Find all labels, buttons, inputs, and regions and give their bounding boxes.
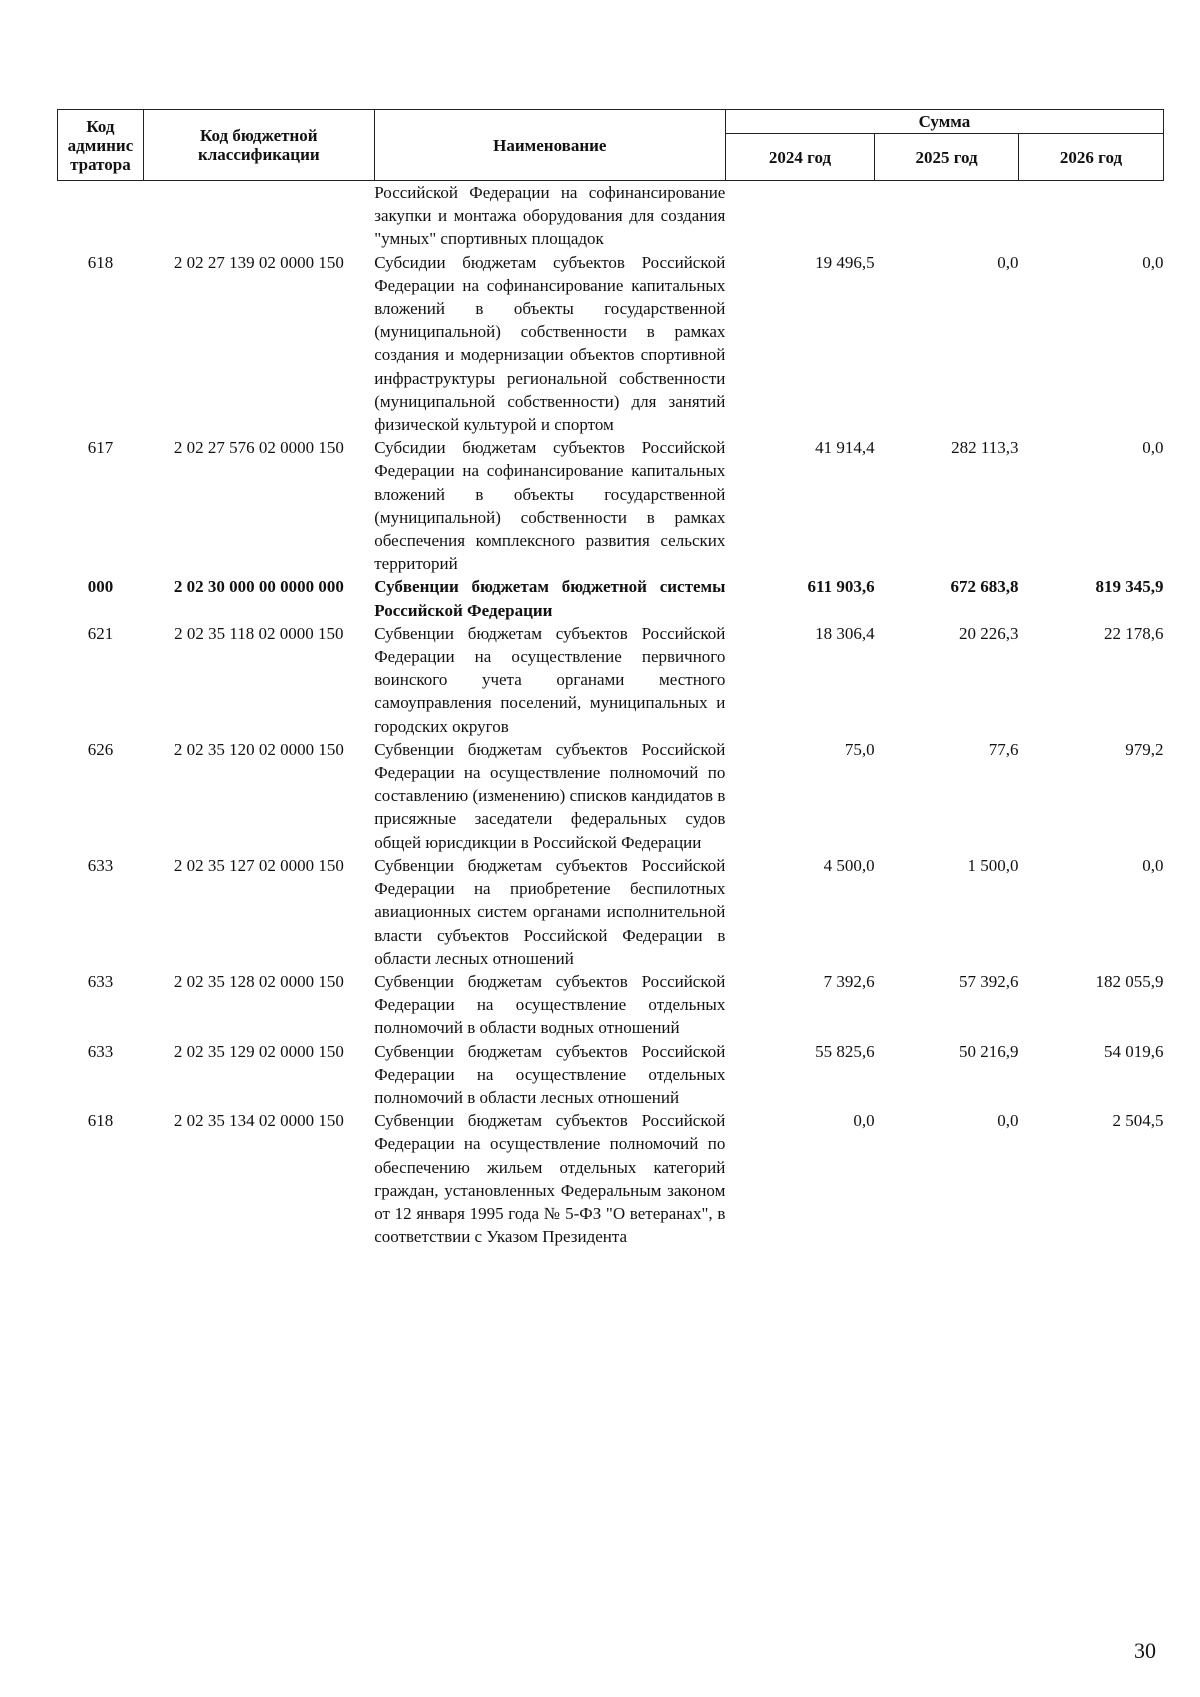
cell-name: Субвенции бюджетам субъектов Российской Федерации на осуществление полномочий по обеспечению жильем отдельных категорий граждан, установленных Федеральным законом от 12 января 1995 года № 5-ФЗ "О ветеранах", в соответствии с Указом Президента bbox=[374, 1111, 726, 1247]
cell-sum-2024: 75,0 bbox=[844, 739, 875, 759]
header-year-2026: 2026 год bbox=[1018, 134, 1163, 181]
cell-budget-code: 2 02 35 120 02 0000 150 bbox=[173, 739, 344, 759]
cell-sum-2026: 0,0 bbox=[1142, 438, 1164, 458]
cell-budget-code: 2 02 30 000 00 0000 000 bbox=[173, 577, 344, 597]
cell-admin-code: 633 bbox=[87, 971, 114, 991]
table-row bbox=[58, 181, 1164, 251]
table-row bbox=[58, 436, 1164, 575]
cell-budget-code: 2 02 35 118 02 0000 150 bbox=[174, 623, 344, 643]
cell-sum-2026: 2 504,5 bbox=[1112, 1111, 1164, 1131]
cell-admin-code: 633 bbox=[87, 1041, 114, 1061]
cell-sum-2024: 19 496,5 bbox=[815, 252, 875, 272]
cell-sum-2025: 0,0 bbox=[997, 252, 1019, 272]
table-row bbox=[58, 1109, 1164, 1248]
cell-sum-2024 bbox=[725, 181, 874, 251]
cell-budget-code: 2 02 35 134 02 0000 150 bbox=[173, 1111, 344, 1131]
cell-sum-2025: 50 216,9 bbox=[958, 1041, 1019, 1061]
cell-sum-2025: 672 683,8 bbox=[950, 577, 1019, 597]
cell-sum-2025 bbox=[875, 181, 1019, 251]
cell-sum-2026: 0,0 bbox=[1142, 252, 1164, 272]
cell-sum-2025: 1 500,0 bbox=[967, 855, 1019, 875]
header-budget-line-1: Код бюджетной bbox=[200, 126, 318, 145]
cell-sum-2026 bbox=[1018, 181, 1163, 251]
cell-name: Субвенции бюджетам субъектов Российской Федерации на осуществление отдельных полномочий в области водных отношений bbox=[374, 971, 726, 1038]
cell-name: Российской Федерации на софинансирование закупки и монтажа оборудования для создания "умных" спортивных площадок bbox=[374, 183, 726, 249]
table-row bbox=[58, 854, 1164, 970]
cell-admin-code: 621 bbox=[87, 623, 114, 643]
table-body bbox=[58, 181, 1164, 1249]
table-row bbox=[58, 970, 1164, 1040]
cell-admin-code: 626 bbox=[87, 739, 114, 759]
cell-sum-2026: 54 019,6 bbox=[1104, 1041, 1164, 1061]
cell-budget-code: 2 02 35 129 02 0000 150 bbox=[173, 1041, 344, 1061]
cell-sum-2026: 819 345,9 bbox=[1095, 577, 1164, 597]
cell-sum-2024: 41 914,4 bbox=[815, 438, 875, 458]
page-number: 30 bbox=[1134, 1638, 1156, 1663]
cell-budget-code: 2 02 35 128 02 0000 150 bbox=[173, 971, 344, 991]
cell-admin-code: 618 bbox=[87, 1111, 114, 1131]
cell-sum-2024: 7 392,6 bbox=[823, 971, 875, 991]
header-budget-line-2: классификации bbox=[197, 145, 320, 164]
table-row bbox=[58, 251, 1164, 437]
header-admin-code bbox=[58, 110, 144, 181]
cell-name: Субвенции бюджетам субъектов Российской Федерации на осуществление отдельных полномочий в области лесных отношений bbox=[374, 1041, 726, 1107]
cell-budget-code: 2 02 27 576 02 0000 150 bbox=[173, 438, 344, 458]
cell-name: Субвенции бюджетам субъектов Российской Федерации на приобретение беспилотных авиационных систем органами исполнительной власти субъектов Российской Федерации в области лесных отношений bbox=[374, 855, 726, 968]
header-year-2025: 2025 год bbox=[875, 134, 1019, 181]
header-year-2024: 2024 год bbox=[725, 134, 874, 181]
cell-sum-2025: 0,0 bbox=[997, 1111, 1019, 1131]
cell-name: Субвенции бюджетам субъектов Российской Федерации на осуществление первичного воинского учета органами местного самоуправления поселений, муниципальных и городских округов bbox=[374, 623, 726, 736]
cell-name: Субвенции бюджетам бюджетной системы Российской Федерации bbox=[374, 577, 726, 620]
cell-name: Субсидии бюджетам субъектов Российской Федерации на софинансирование капитальных вложений в объекты государственной (муниципальной) собственности в рамках обеспечения комплексного развития сельских территорий bbox=[374, 438, 726, 574]
table-row bbox=[58, 622, 1164, 738]
cell-admin-code: 618 bbox=[87, 252, 114, 272]
cell-sum-2024: 611 903,6 bbox=[807, 577, 875, 597]
cell-sum-2026: 979,2 bbox=[1125, 739, 1164, 759]
table-row bbox=[58, 575, 1164, 621]
header-admin-line-2: админис bbox=[67, 135, 134, 155]
header-sum: Сумма bbox=[725, 110, 1163, 134]
cell-sum-2025: 77,6 bbox=[988, 739, 1019, 759]
budget-table bbox=[57, 109, 1164, 1248]
cell-sum-2024: 0,0 bbox=[853, 1111, 875, 1131]
cell-sum-2025: 20 226,3 bbox=[958, 623, 1019, 643]
header-budget-code bbox=[143, 110, 374, 181]
cell-admin-code: 617 bbox=[87, 438, 114, 458]
cell-sum-2024: 18 306,4 bbox=[815, 623, 875, 643]
cell-name: Субвенции бюджетам субъектов Российской Федерации на осуществление полномочий по составлению (изменению) списков кандидатов в присяжные заседатели федеральных судов общей юрисдикции в Российской Федерации bbox=[374, 739, 726, 852]
cell-admin-code: 000 bbox=[87, 577, 114, 597]
cell-sum-2026: 0,0 bbox=[1142, 855, 1164, 875]
table-row bbox=[58, 1040, 1164, 1110]
header-name: Наименование bbox=[374, 110, 725, 181]
cell-sum-2025: 57 392,6 bbox=[958, 971, 1019, 991]
cell-sum-2025: 282 113,3 bbox=[951, 438, 1019, 458]
cell-admin-code: 633 bbox=[87, 855, 114, 875]
cell-sum-2024: 4 500,0 bbox=[823, 855, 875, 875]
header-admin-line-1: Код bbox=[86, 116, 115, 136]
cell-sum-2024: 55 825,6 bbox=[815, 1041, 875, 1061]
cell-budget-code: 2 02 35 127 02 0000 150 bbox=[173, 855, 344, 875]
cell-budget-code: 2 02 27 139 02 0000 150 bbox=[173, 252, 344, 272]
table-row bbox=[58, 738, 1164, 854]
cell-sum-2026: 182 055,9 bbox=[1095, 971, 1164, 991]
cell-name: Субсидии бюджетам субъектов Российской Федерации на софинансирование капитальных вложений в объекты государственной (муниципальной) собственности в рамках создания и модернизации объектов спортивной инфраструктуры региональной собственности (муниципальной собственности) для занятий физической культурой и спортом bbox=[374, 252, 726, 435]
cell-sum-2026: 22 178,6 bbox=[1104, 623, 1164, 643]
table-header bbox=[58, 110, 1164, 181]
header-admin-line-3: тратора bbox=[70, 154, 131, 174]
cell-admin-code bbox=[58, 181, 144, 251]
cell-budget-code bbox=[143, 181, 374, 251]
